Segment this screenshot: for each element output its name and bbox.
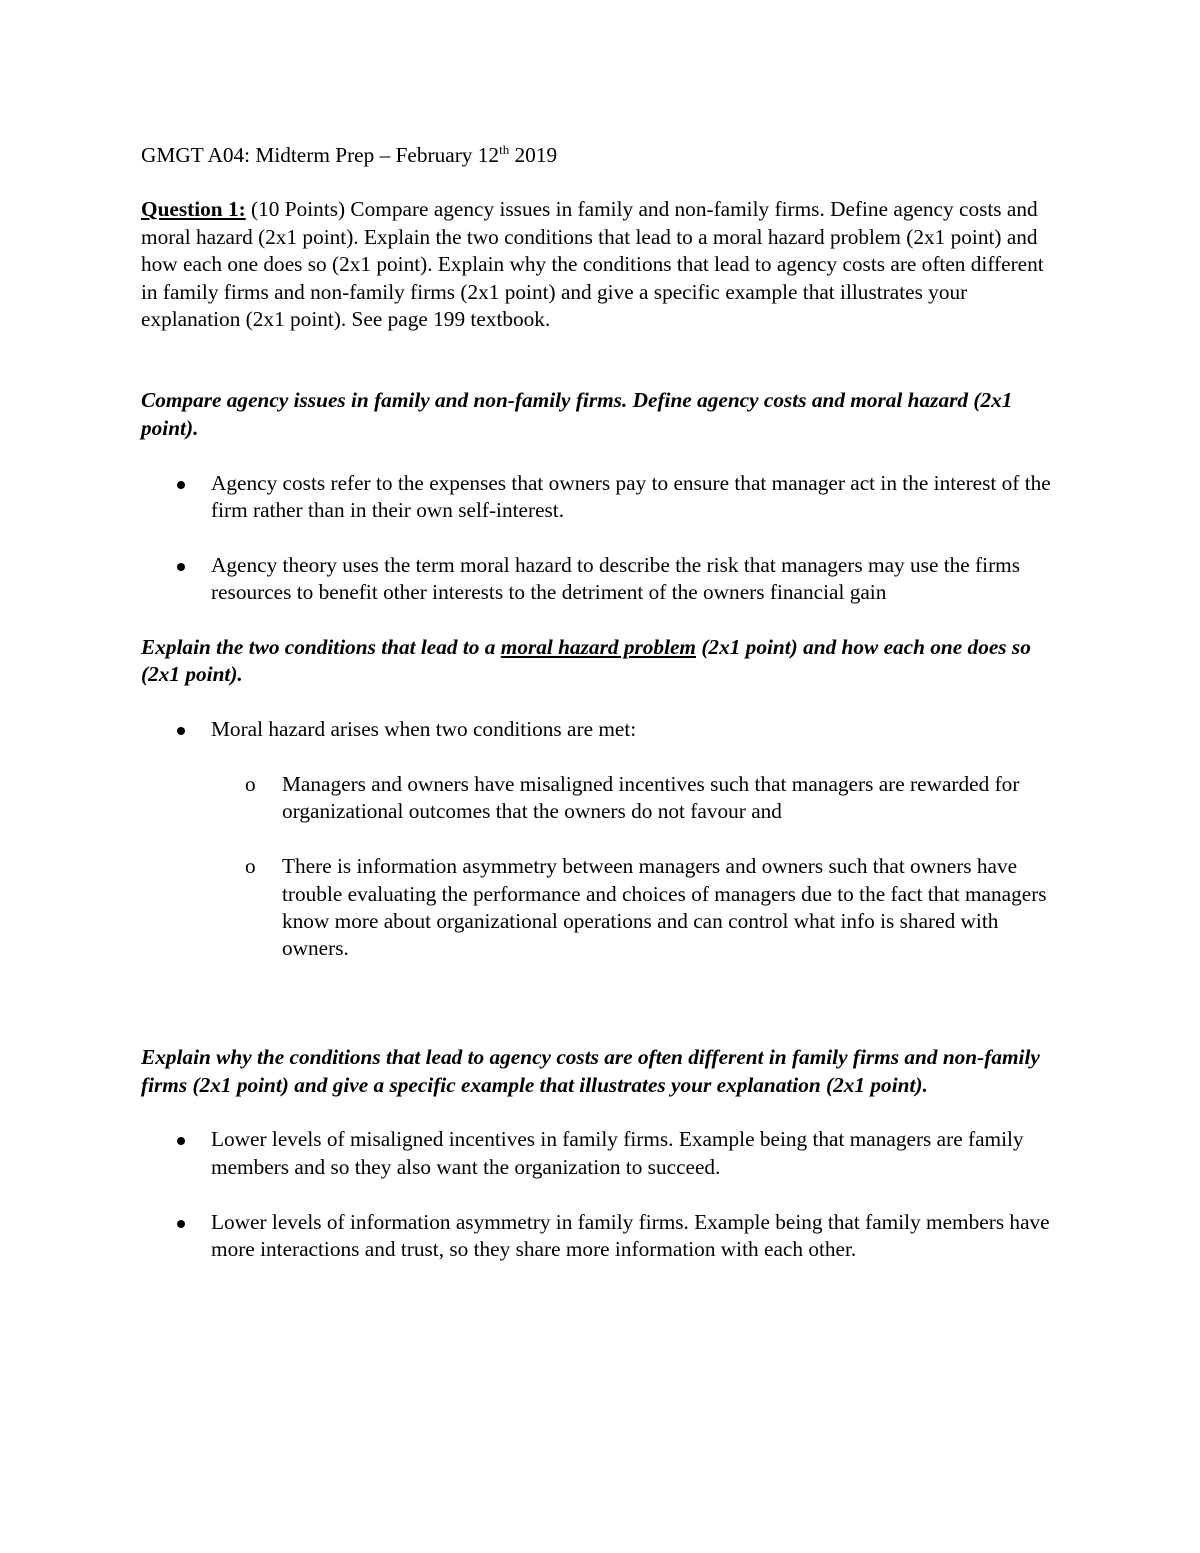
- document-title: [141, 142, 1061, 169]
- section-3-heading: Explain why the conditions that lead to agency costs are often different in family firms and non-family firms (2x1 point) and give a specific example that illustrates your explanation (2x1 point).: [141, 1045, 1040, 1097]
- list-item: [141, 1126, 1061, 1181]
- list-item: [141, 552, 1061, 607]
- hollow-circle-bullet-icon: o: [245, 772, 256, 797]
- question-1: [141, 196, 1061, 333]
- section-1-list: [141, 470, 1061, 607]
- section-2-heading-pre: Explain the two conditions that lead to a: [141, 635, 501, 660]
- bullet-dot-icon: [177, 481, 185, 489]
- list-item-text: Agency costs refer to the expenses that owners pay to ensure that manager act in the interest of the firm rather than in their own self-interest.: [211, 470, 1051, 523]
- section-2-heading-post: (2x1 point) and how each one does so (2x1 point).: [141, 635, 1031, 687]
- bullet-dot-icon: [177, 1220, 185, 1228]
- section-2-heading-underlined: moral hazard problem: [500, 635, 696, 660]
- question-1-text: (10 Points) Compare agency issues in family and non-family firms. Define agency costs and moral hazard (2x1 point). Explain the two conditions that lead to a moral hazard problem (2x1 point) and how each one does so (2x1 point). Explain why the conditions that lead to agency costs are often different in family firms and non-family firms (2x1 point) and give a specific example that illustrates your explanation (2x1 point). See page 199 textbook.: [141, 197, 1044, 332]
- list-item-text: Moral hazard arises when two conditions are met:: [211, 717, 637, 742]
- bullet-dot-icon: [177, 1137, 185, 1145]
- section-2-heading: [141, 634, 1061, 689]
- list-item-text: Lower levels of information asymmetry in family firms. Example being that family members have more interactions and trust, so they share more information with each other.: [211, 1209, 1050, 1262]
- section-1-heading: Compare agency issues in family and non-family firms. Define agency costs and moral hazard (2x1 point).: [141, 388, 1013, 440]
- list-item-text: Agency theory uses the term moral hazard to describe the risk that managers may use the firms resources to benefit other interests to the detriment of the owners financial gain: [211, 552, 1021, 605]
- section-2-sublist: [211, 771, 1061, 963]
- sub-list-item-text: Managers and owners have misaligned incentives such that managers are rewarded for organizational outcomes that the owners do not favour and: [282, 772, 1020, 824]
- list-item-text: Lower levels of misaligned incentives in family firms. Example being that managers are family members and so they also want the organization to succeed.: [211, 1127, 1024, 1179]
- section-3-list: [141, 1126, 1061, 1263]
- list-item: [141, 470, 1061, 525]
- title-text: GMGT A04: Midterm Prep – February 12: [141, 143, 500, 167]
- sub-list-item: [211, 853, 1061, 963]
- question-1-label: Question 1:: [141, 197, 246, 222]
- title-superscript: th: [499, 142, 510, 157]
- list-item: [141, 716, 1061, 963]
- list-item: [141, 1209, 1061, 1264]
- document-body: [141, 142, 1061, 1291]
- sub-list-item: [211, 771, 1061, 826]
- bullet-dot-icon: [177, 563, 185, 571]
- spacer: [141, 990, 1061, 1044]
- section-2-list: [141, 716, 1061, 963]
- title-year: 2019: [509, 143, 558, 167]
- bullet-dot-icon: [177, 727, 185, 735]
- sub-list-item-text: There is information asymmetry between managers and owners such that owners have trouble evaluating the performance and choices of managers due to the fact that managers know more about organizational operations and can control what info is shared with owners.: [282, 854, 1047, 961]
- hollow-circle-bullet-icon: o: [245, 854, 256, 879]
